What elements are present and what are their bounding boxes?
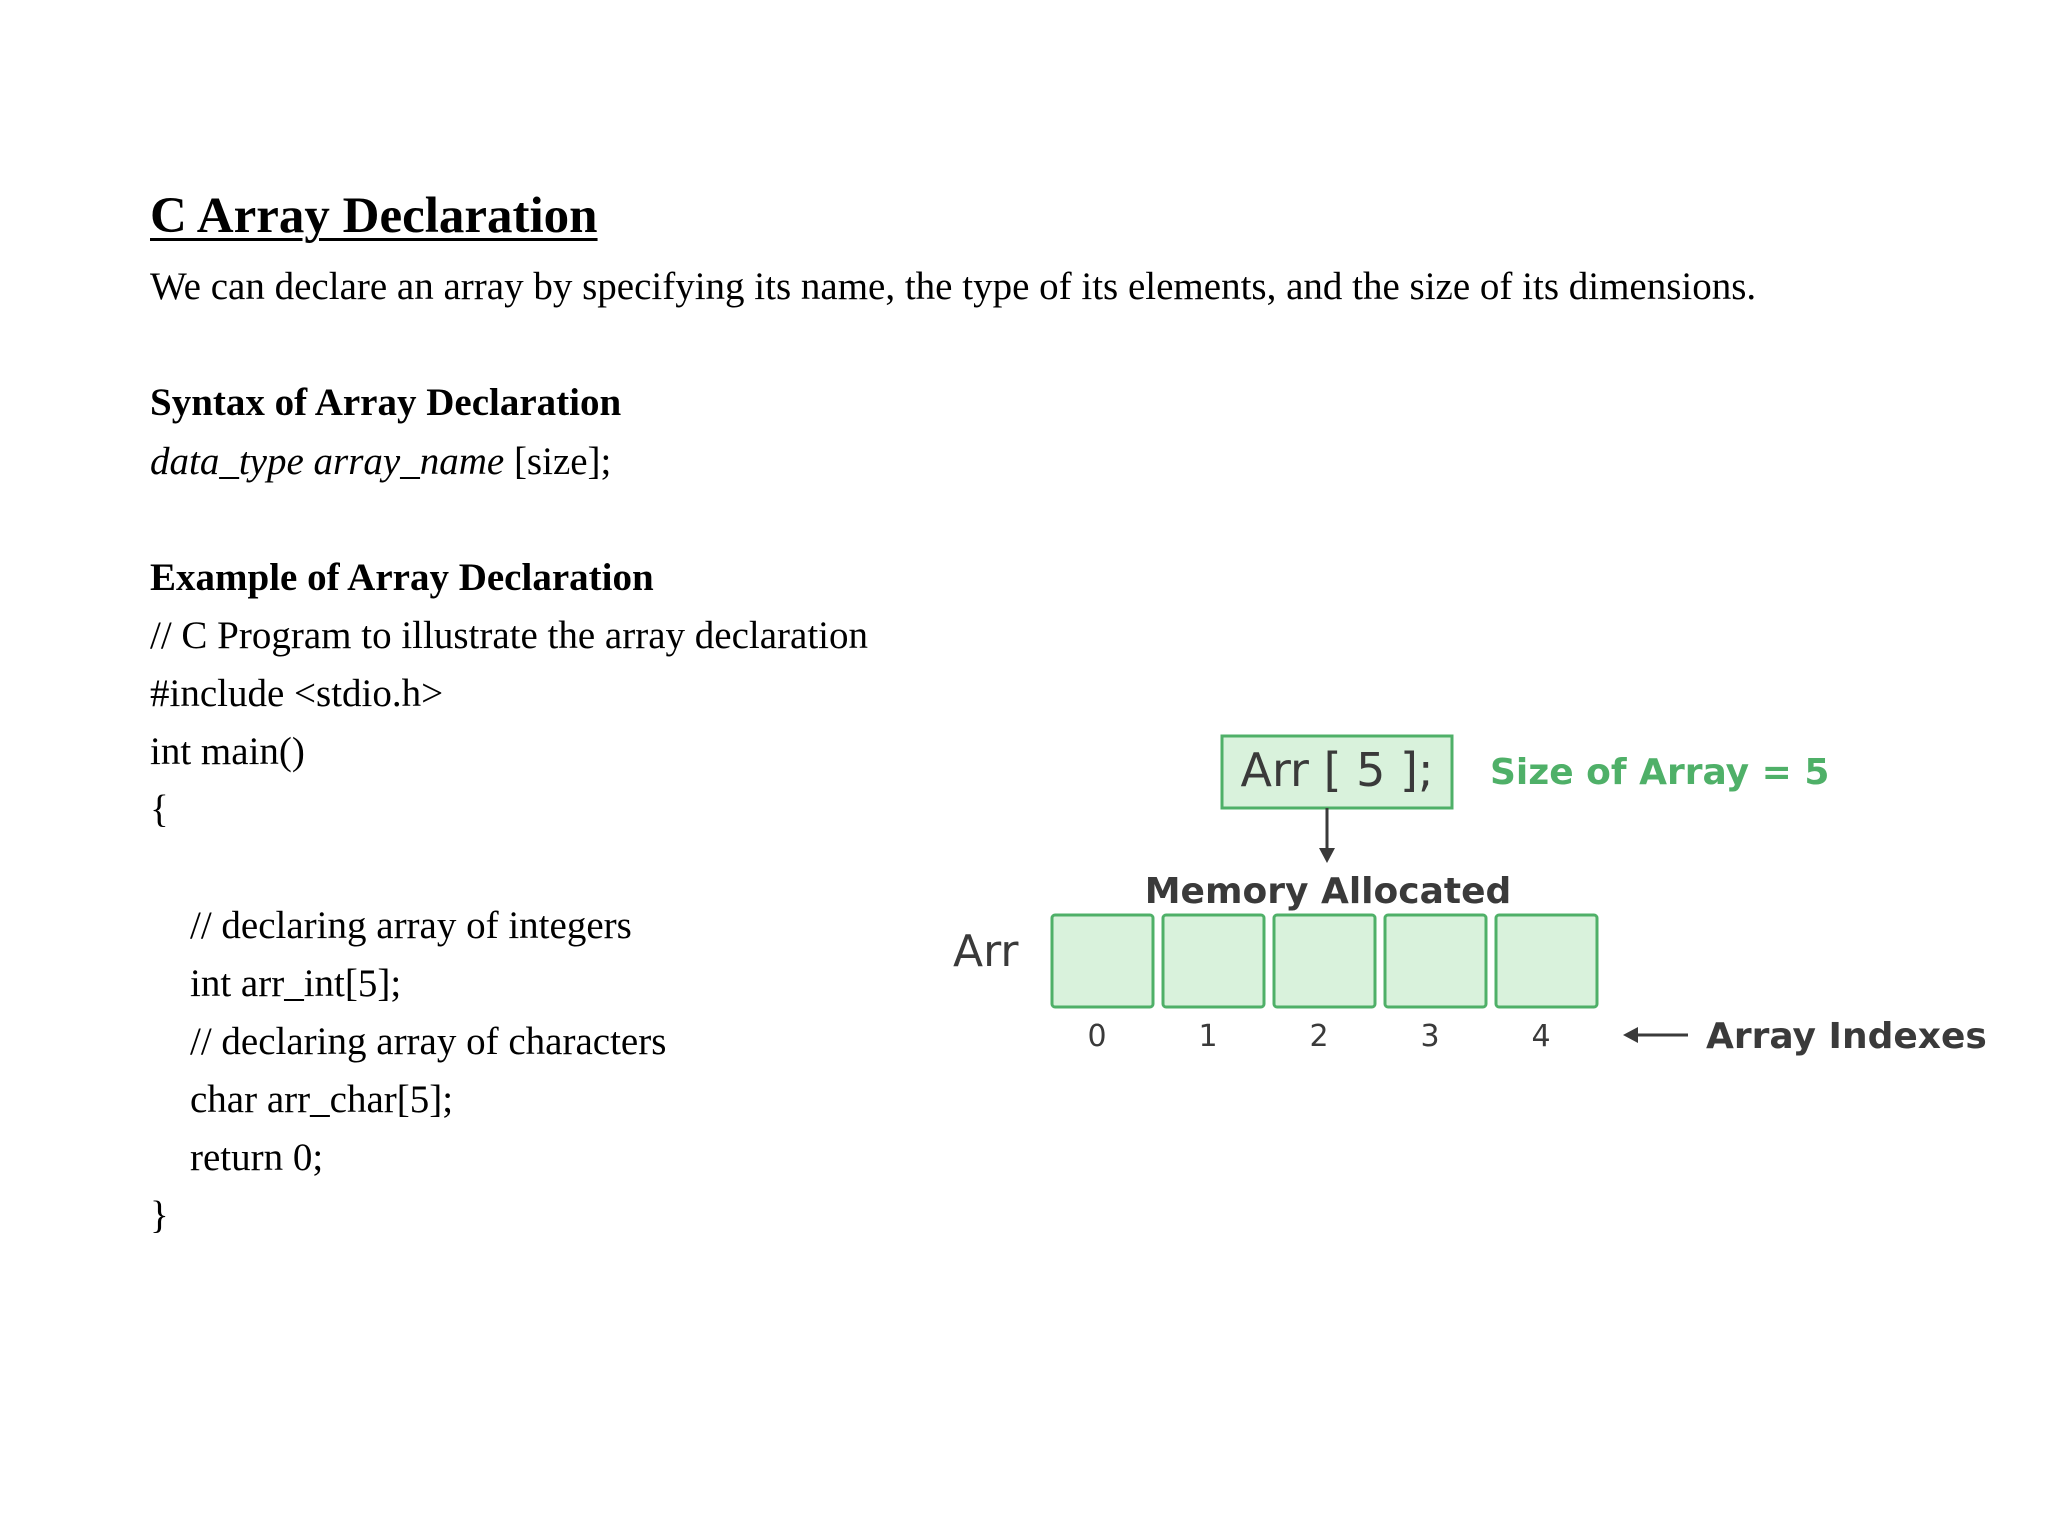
syntax-data-type: data_type (150, 440, 304, 483)
page-title: C Array Declaration (150, 188, 598, 244)
code-line: // declaring array of characters (190, 1020, 667, 1063)
code-line: char arr_char[5]; (190, 1078, 454, 1121)
index-label: 3 (1420, 1019, 1440, 1054)
left-arrow-icon (1623, 1027, 1638, 1043)
array-diagram-svg (930, 720, 2010, 1080)
array-indexes-label: Array Indexes (1706, 1016, 1987, 1057)
array-memory-diagram (930, 720, 2010, 1080)
down-arrow-icon (1319, 848, 1335, 863)
array-cell (1163, 915, 1264, 1007)
intro-paragraph: We can declare an array by specifying its name, the type of its elements, and the size of its dimensions. (150, 265, 1757, 308)
code-line: return 0; (190, 1136, 324, 1179)
code-line: #include <stdio.h> (150, 672, 444, 715)
index-label: 1 (1198, 1019, 1218, 1054)
memory-allocated-label: Memory Allocated (1144, 871, 1512, 912)
array-cells (1052, 915, 1597, 1007)
array-cell (1052, 915, 1153, 1007)
size-note: Size of Array = 5 (1490, 752, 1830, 793)
code-line: // declaring array of integers (190, 904, 632, 947)
index-label: 4 (1531, 1019, 1551, 1054)
array-cell (1274, 915, 1375, 1007)
array-cell (1496, 915, 1597, 1007)
code-line: int main() (150, 730, 305, 773)
code-line: } (150, 1194, 169, 1237)
declaration-text: Arr [ 5 ]; (1240, 743, 1434, 797)
syntax-line (150, 442, 611, 481)
index-label: 0 (1087, 1019, 1107, 1054)
code-line: int arr_int[5]; (190, 962, 402, 1005)
index-label: 2 (1309, 1019, 1329, 1054)
array-cell (1385, 915, 1486, 1007)
syntax-heading: Syntax of Array Declaration (150, 381, 622, 424)
example-heading: Example of Array Declaration (150, 556, 654, 599)
code-line: // C Program to illustrate the array declaration (150, 614, 869, 657)
syntax-array-name: array_name (313, 440, 505, 483)
array-label: Arr (953, 926, 1019, 977)
array-index-labels (1087, 1019, 1550, 1054)
code-line: { (150, 788, 169, 831)
syntax-size: [size]; (513, 440, 612, 483)
